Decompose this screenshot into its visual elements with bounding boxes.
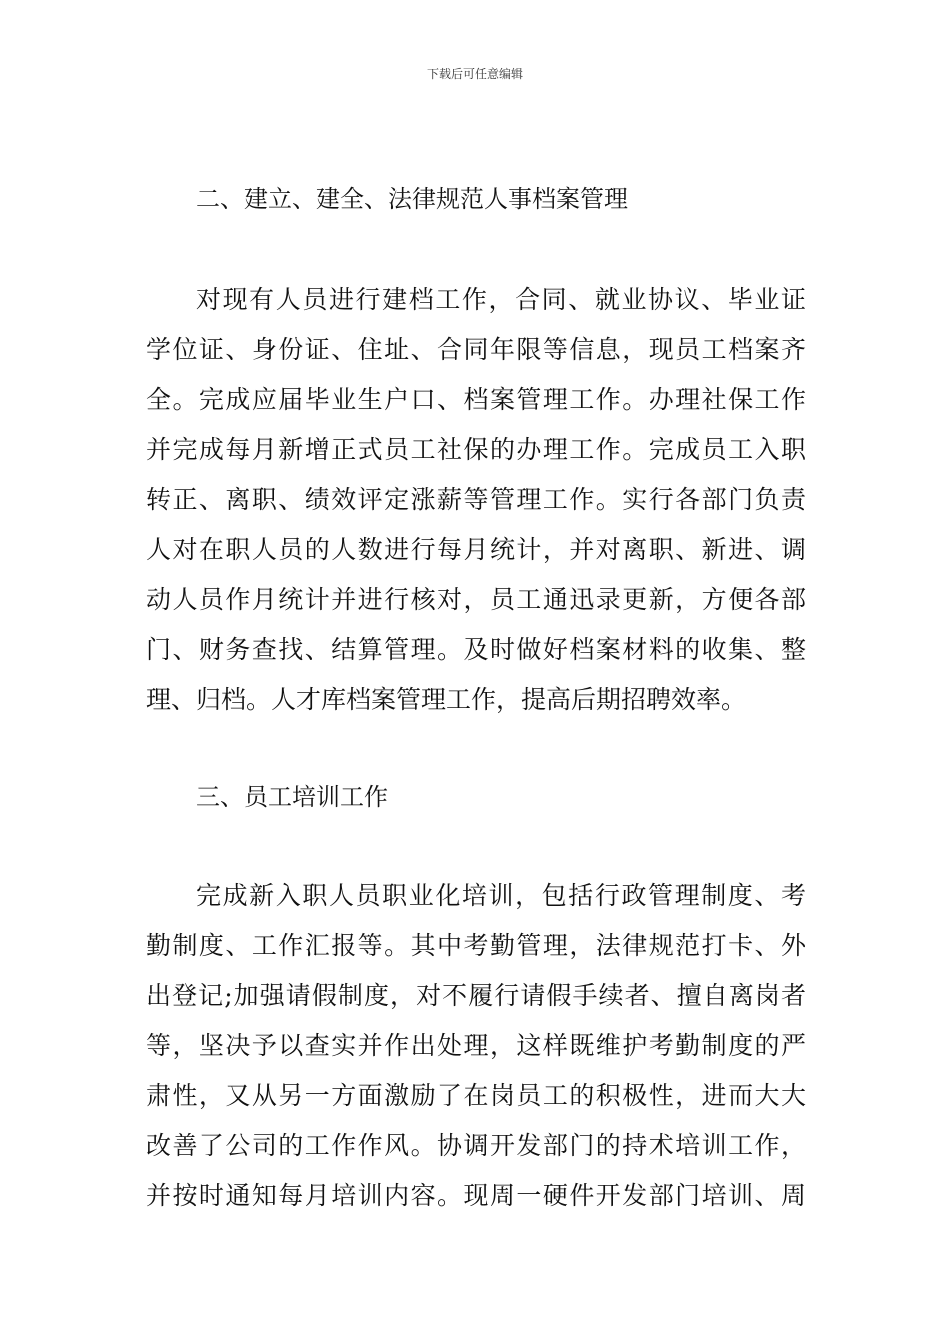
paragraph-line: 等，坚决予以查实并作出处理，这样既维护考勤制度的严 [146, 1031, 806, 1060]
section-heading-personnel-files: 二、建立、建全、法律规范人事档案管理 [196, 185, 628, 213]
page-header-note: 下载后可任意编辑 [426, 67, 523, 81]
paragraph-line: 人对在职人员的人数进行每月统计，并对离职、新进、调 [146, 535, 806, 564]
paragraph-line: 转正、离职、绩效评定涨薪等管理工作。实行各部门负责 [146, 485, 806, 514]
paragraph-line: 学位证、身份证、住址、合同年限等信息，现员工档案齐 [146, 335, 806, 364]
paragraph-line: 勤制度、工作汇报等。其中考勤管理，法律规范打卡、外 [146, 931, 806, 960]
paragraph-line: 动人员作月统计并进行核对，员工通迅录更新，方便各部 [146, 585, 806, 614]
paragraph-line: 并完成每月新增正式员工社保的办理工作。完成员工入职 [146, 435, 806, 464]
paragraph-line: 门、财务查找、结算管理。及时做好档案材料的收集、整 [146, 635, 806, 664]
paragraph-line: 出登记;加强请假制度，对不履行请假手续者、擅自离岗者 [146, 981, 806, 1010]
paragraph-line: 理、归档。人才库档案管理工作，提高后期招聘效率。 [146, 685, 747, 714]
paragraph-line: 全。完成应届毕业生户口、档案管理工作。办理社保工作 [146, 385, 806, 414]
paragraph-line: 改善了公司的工作作风。协调开发部门的持术培训工作， [146, 1131, 806, 1160]
paragraph-line: 对现有人员进行建档工作，合同、就业协议、毕业证 [196, 285, 806, 314]
section-heading-staff-training: 三、员工培训工作 [196, 783, 388, 811]
paragraph-personnel-files [146, 285, 806, 735]
paragraph-line: 并按时通知每月培训内容。现周一硬件开发部门培训、周 [146, 1181, 806, 1210]
paragraph-line: 完成新入职人员职业化培训，包括行政管理制度、考 [196, 881, 806, 910]
paragraph-line: 肃性，又从另一方面激励了在岗员工的积极性，进而大大 [146, 1081, 806, 1110]
paragraph-staff-training [146, 881, 806, 1231]
